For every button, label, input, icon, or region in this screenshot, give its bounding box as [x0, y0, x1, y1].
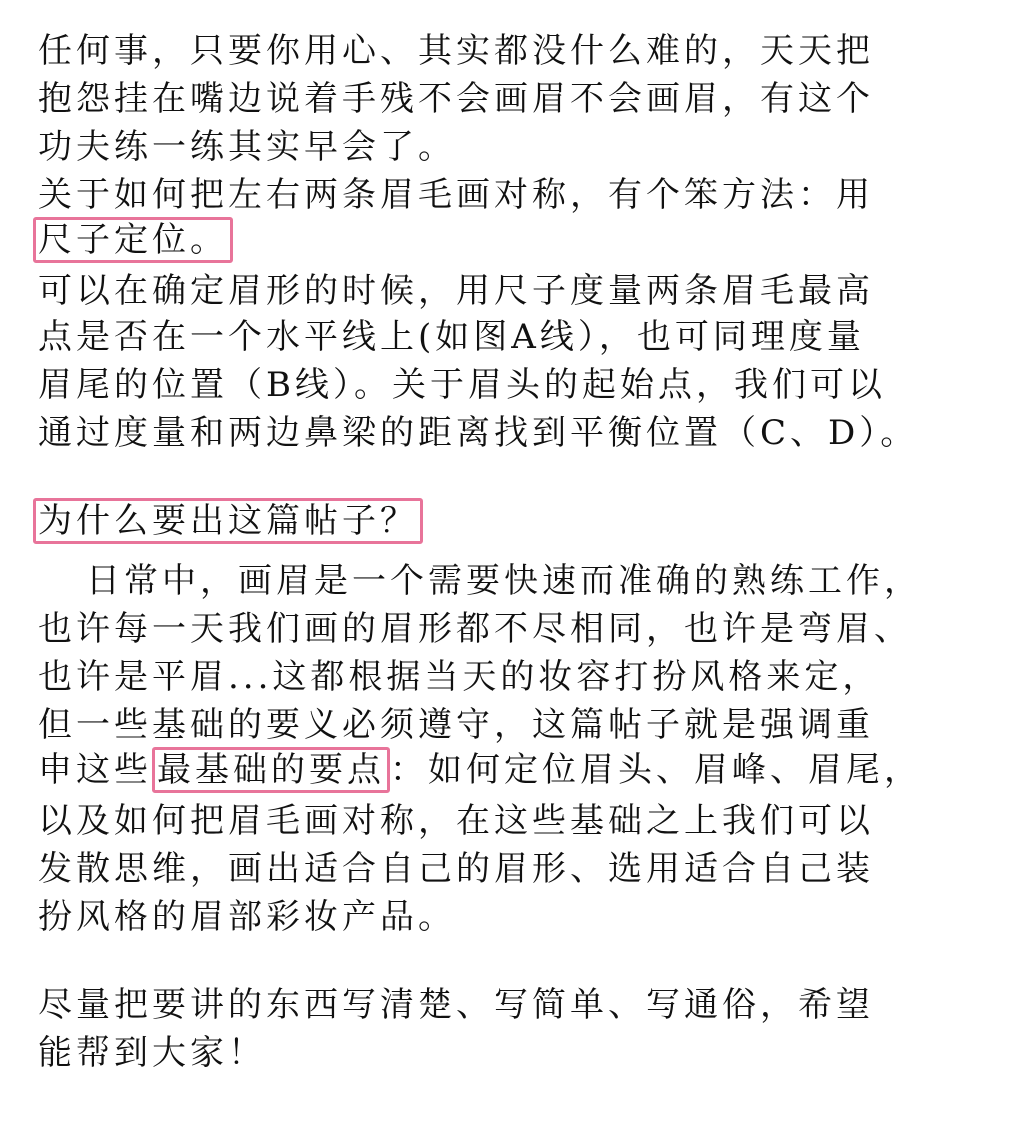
- paragraph-3-line-4: 通过度量和两边鼻梁的距离找到平衡位置（C、D）。: [38, 413, 919, 453]
- paragraph-5-line-1: 尽量把要讲的东西写清楚、写简单、写通俗，希望: [38, 985, 874, 1025]
- paragraph-4-line-7: 发散思维，画出适合自己的眉形、选用适合自己装: [38, 849, 874, 889]
- paragraph-1-line-1: 任何事，只要你用心、其实都没什么难的，天天把: [38, 31, 874, 71]
- paragraph-3-line-2: 点是否在一个水平线上(如图A线），也可同理度量: [38, 317, 865, 357]
- highlight-ruler-positioning: 尺子定位。: [33, 217, 233, 263]
- paragraph-4-line-4: 但一些基础的要义必须遵守，这篇帖子就是强调重: [38, 705, 874, 745]
- paragraph-4-line-8: 扮风格的眉部彩妆产品。: [38, 897, 456, 937]
- paragraph-4-line-3: 也许是平眉...这都根据当天的妆容打扮风格来定，: [38, 657, 881, 697]
- paragraph-4-line-1: 日常中，画眉是一个需要快速而准确的熟练工作，: [86, 561, 922, 601]
- section-heading: 为什么要出这篇帖子？: [33, 498, 423, 544]
- paragraph-1-line-2: 抱怨挂在嘴边说着手残不会画眉不会画眉，有这个: [38, 79, 874, 119]
- paragraph-4-line-5: [38, 746, 922, 794]
- paragraph-4-line-5-after: ：如何定位眉头、眉峰、眉尾，: [390, 750, 922, 790]
- paragraph-4-line-5-before: 申这些: [38, 750, 152, 790]
- section-heading-line: [38, 497, 423, 545]
- paragraph-2-line-1: 关于如何把左右两条眉毛画对称，有个笨方法：用: [38, 175, 874, 215]
- paragraph-3-line-3: 眉尾的位置（B线）。关于眉头的起始点，我们可以: [38, 365, 886, 405]
- paragraph-2-line-2: [38, 216, 233, 264]
- highlight-basic-points: 最基础的要点: [152, 747, 390, 793]
- paragraph-4-line-2: 也许每一天我们画的眉形都不尽相同，也许是弯眉、: [38, 609, 912, 649]
- paragraph-3-line-1: 可以在确定眉形的时候，用尺子度量两条眉毛最高: [38, 271, 874, 311]
- paragraph-1-line-3: 功夫练一练其实早会了。: [38, 127, 456, 167]
- paragraph-5-line-2: 能帮到大家！: [38, 1033, 266, 1073]
- paragraph-4-line-6: 以及如何把眉毛画对称，在这些基础之上我们可以: [38, 801, 874, 841]
